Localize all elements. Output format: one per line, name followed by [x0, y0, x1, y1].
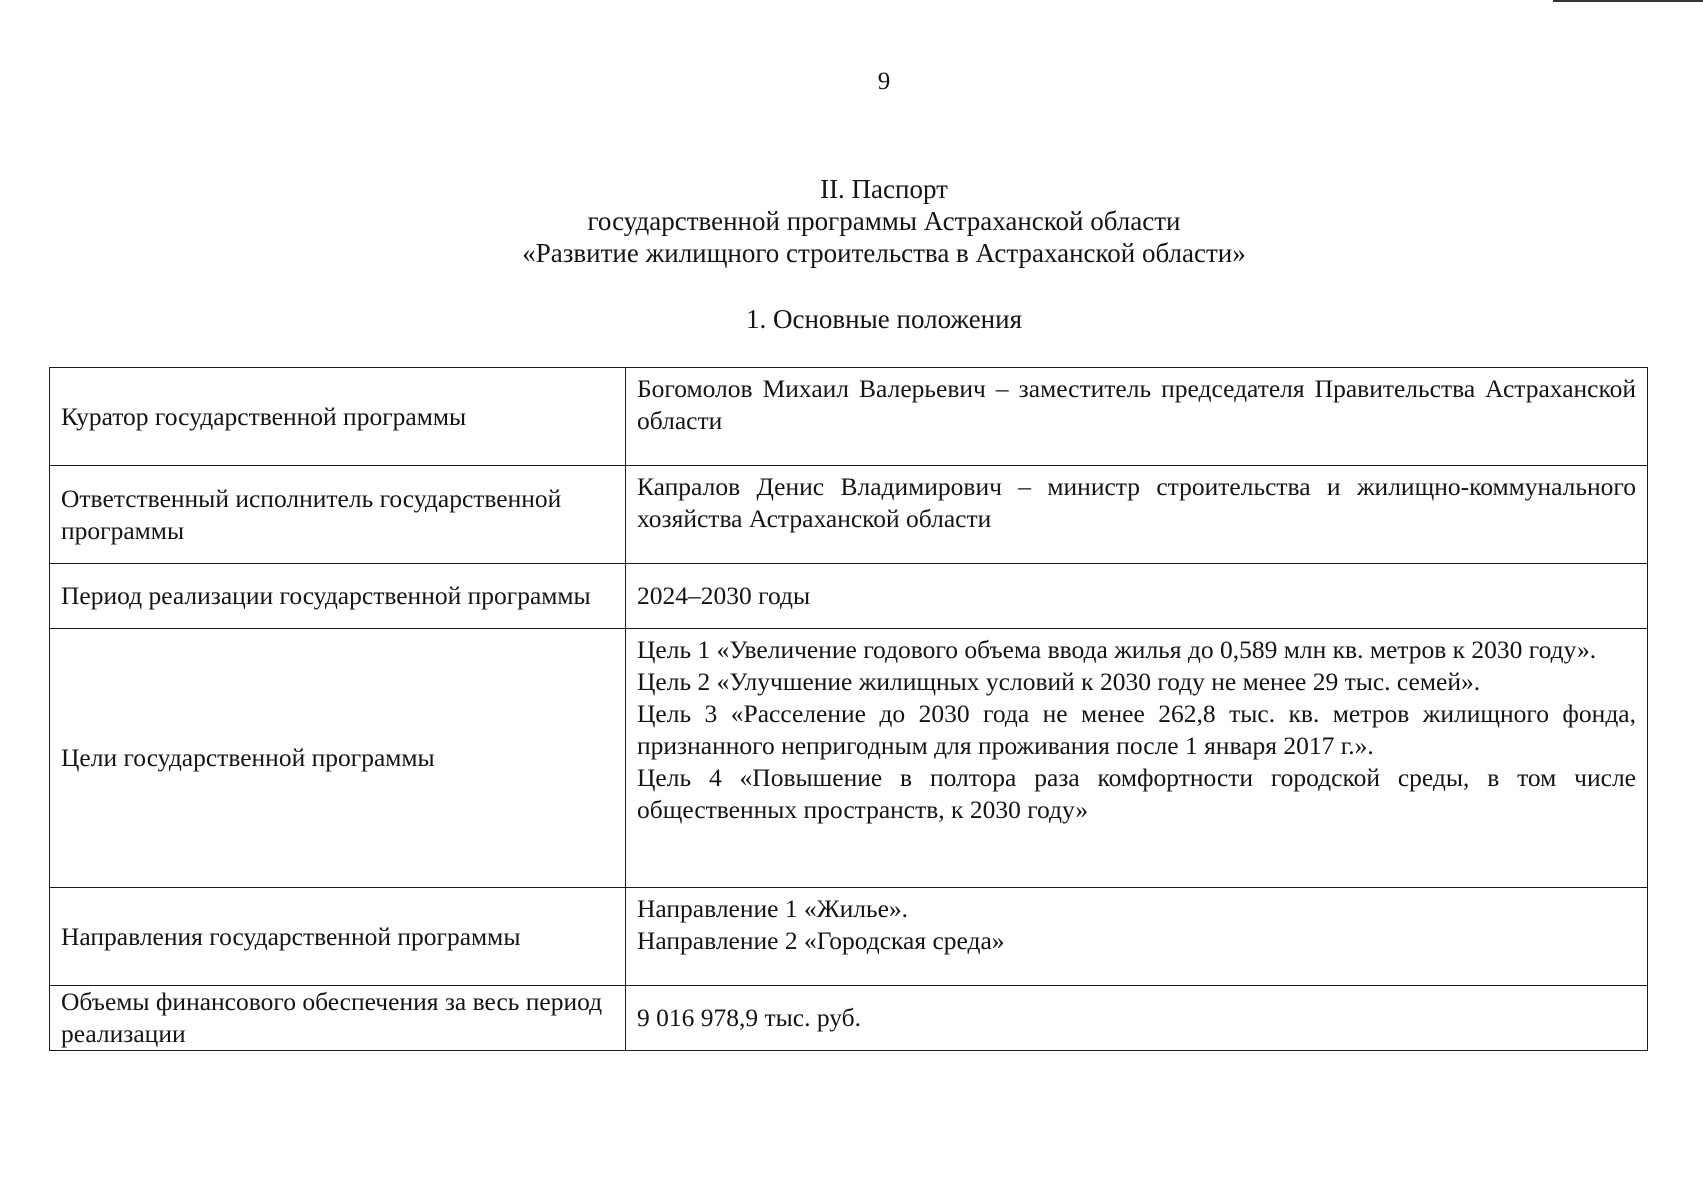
table-row — [50, 629, 1648, 888]
heading-line-3: «Развитие жилищного строительства в Астраханской области» — [522, 238, 1246, 268]
table-row — [50, 564, 1648, 629]
row-label: Ответственный исполнитель государственной программы — [50, 466, 626, 564]
row-label: Цели государственной программы — [50, 629, 626, 888]
row-label: Период реализации государственной программы — [50, 564, 626, 629]
direction-item: Направление 2 «Городская среда» — [637, 926, 1005, 955]
goal-item: Цель 2 «Улучшение жилищных условий к 2030 году не менее 29 тыс. семей». — [637, 667, 1481, 696]
row-label: Направления государственной программы — [50, 888, 626, 986]
heading-line-1: II. Паспорт — [820, 174, 948, 204]
goal-item: Цель 4 «Повышение в полтора раза комфортности городской среды, в том числе общественных пространств, к 2030 году» — [637, 763, 1636, 824]
row-value: Капралов Денис Владимирович – министр строительства и жилищно-коммунального хозяйства Астраханской области — [626, 466, 1648, 564]
passport-table — [49, 367, 1648, 1051]
goal-item: Цель 3 «Расселение до 2030 года не менее 262,8 тыс. кв. метров жилищного фонда, признанного непригодным для проживания после 1 января 2017 г.». — [637, 699, 1636, 760]
table-row — [50, 368, 1648, 466]
row-value: 2024–2030 годы — [626, 564, 1648, 629]
row-value: 9 016 978,9 тыс. руб. — [626, 986, 1648, 1051]
table-row — [50, 466, 1648, 564]
page-number: 9 — [877, 68, 891, 95]
section-title: 1. Основные положения — [746, 304, 1022, 334]
row-value: Богомолов Михаил Валерьевич – заместитель председателя Правительства Астраханской области — [626, 368, 1648, 466]
table-row — [50, 986, 1648, 1051]
row-label: Куратор государственной программы — [50, 368, 626, 466]
directions-list — [626, 888, 1648, 986]
heading-line-2: государственной программы Астраханской области — [587, 206, 1181, 236]
table-row — [50, 888, 1648, 986]
direction-item: Направление 1 «Жилье». — [637, 894, 909, 923]
document-heading — [0, 173, 1703, 269]
goal-item: Цель 1 «Увеличение годового объема ввода жилья до 0,589 млн кв. метров к 2030 году». — [637, 635, 1597, 664]
top-edge-mark — [1553, 0, 1703, 2]
goals-list — [626, 629, 1648, 888]
row-label: Объемы финансового обеспечения за весь период реализации — [50, 986, 626, 1051]
